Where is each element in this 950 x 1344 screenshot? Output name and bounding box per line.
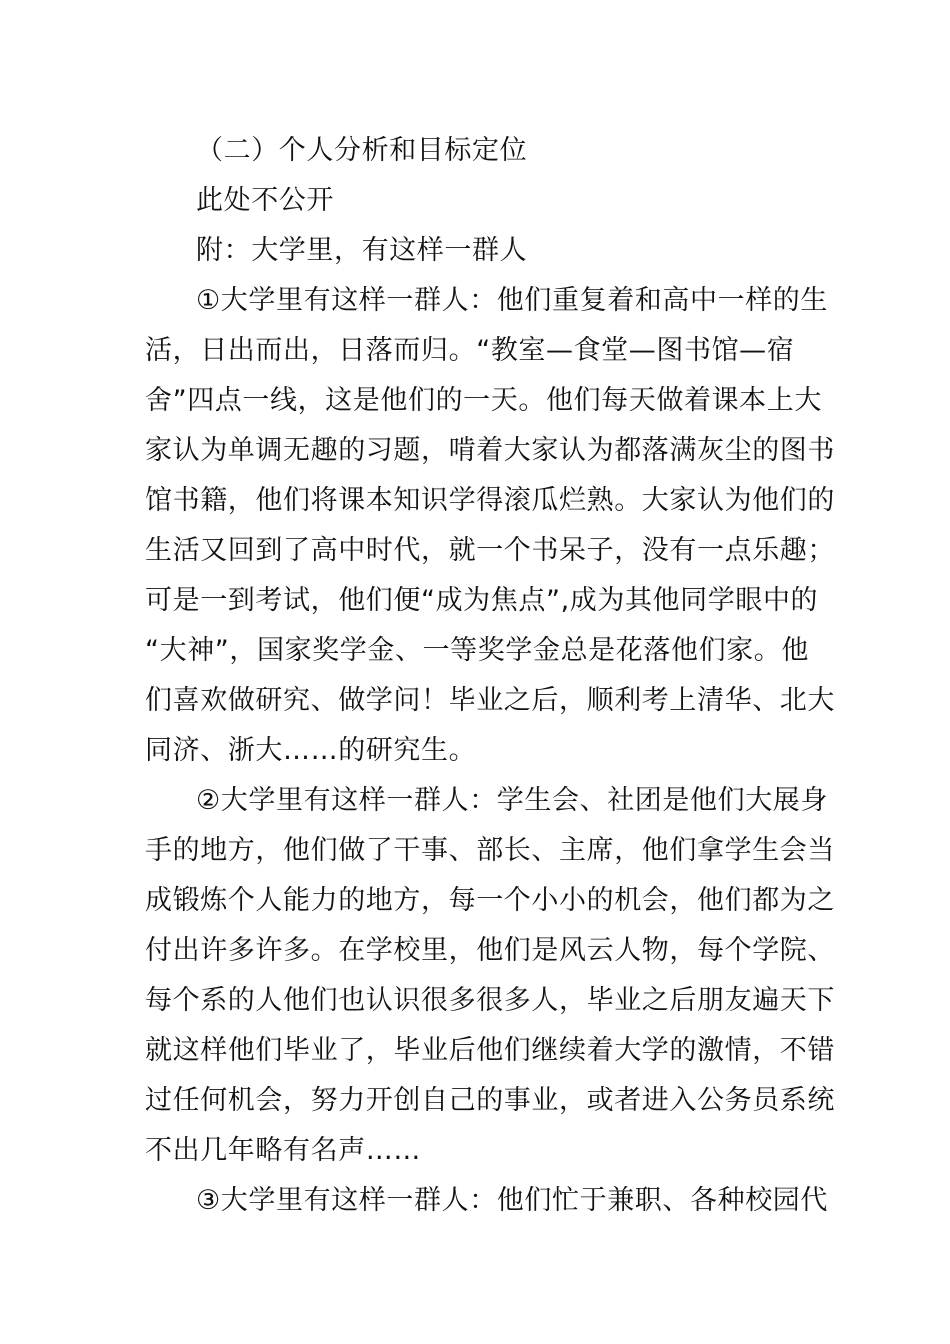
paragraph-line: 同济、浙大……的研究生。	[145, 735, 477, 766]
paragraph-line: ②大学里有这样一群人：学生会、社团是他们大展身	[196, 785, 829, 816]
paragraph-line: 们喜欢做研究、做学问！毕业之后，顺利考上清华、北大	[145, 685, 835, 716]
section-heading: （二）个人分析和目标定位	[196, 135, 528, 166]
paragraph-line: 舍”四点一线，这是他们的一天。他们每天做着课本上大	[145, 385, 822, 416]
paragraph-line: 不出几年略有名声……	[145, 1135, 421, 1166]
paragraph-line: 手的地方，他们做了干事、部长、主席，他们拿学生会当	[145, 835, 835, 866]
paragraph-line: 馆书籍，他们将课本知识学得滚瓜烂熟。大家认为他们的	[145, 485, 835, 516]
private-note: 此处不公开	[196, 185, 334, 216]
appendix-title: 附：大学里，有这样一群人	[196, 235, 528, 266]
paragraph-line: 可是一到考试，他们便“成为焦点”,成为其他同学眼中的	[145, 585, 819, 616]
paragraph-line: 活，日出而出，日落而归。“教室—食堂—图书馆—宿	[145, 335, 795, 366]
paragraph-line: ③大学里有这样一群人：他们忙于兼职、各种校园代	[196, 1185, 829, 1216]
paragraph-line: 每个系的人他们也认识很多很多人，毕业之后朋友遍天下	[145, 985, 835, 1016]
paragraph-line: 过任何机会，努力开创自己的事业，或者进入公务员系统	[145, 1085, 835, 1116]
paragraph-line: 就这样他们毕业了，毕业后他们继续着大学的激情，不错	[145, 1035, 835, 1066]
paragraph-line: 家认为单调无趣的习题，啃着大家认为都落满灰尘的图书	[145, 435, 835, 466]
paragraph-line: “大神”，国家奖学金、一等奖学金总是花落他们家。他	[145, 635, 809, 666]
paragraph-line: 生活又回到了高中时代，就一个书呆子，没有一点乐趣；	[145, 535, 835, 566]
paragraph-line: 成锻炼个人能力的地方，每一个小小的机会，他们都为之	[145, 885, 835, 916]
paragraph-line: 付出许多许多。在学校里，他们是风云人物，每个学院、	[145, 935, 835, 966]
paragraph-line: ①大学里有这样一群人：他们重复着和高中一样的生	[196, 285, 829, 316]
